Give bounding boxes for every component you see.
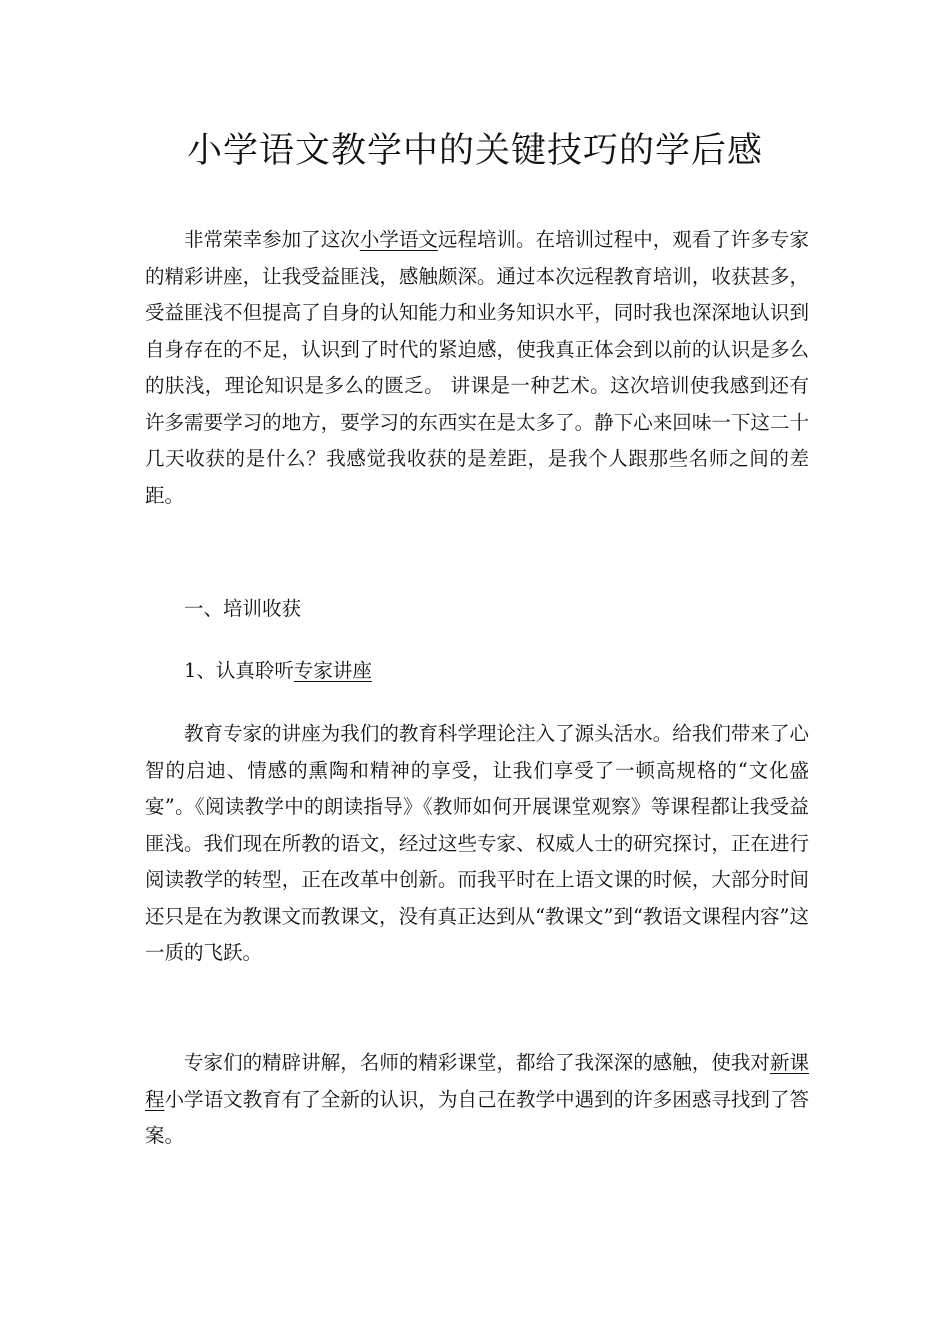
- subsection-heading-text: 1、认真聆听: [184, 659, 294, 682]
- paragraph-intro-text-rest: 远程培训。在培训过程中，观看了许多专家的精彩讲座，让我受益匪浅，感触颇深。通过本次远程教育培训，收获甚多，受益匪浅不但提高了自身的认知能力和业务知识水平，同时我也深深地认识到自身存在的不足，认识到了时代的紧迫感，使我真正体会到以前的认识是多么的肤浅，理论知识是多么的匮乏。 讲课是一种艺术。这次培训使我感到还有许多需要学习的地方，要学习的东西实在是太多了。静下心来回味一下这二十几天收获的是什么？我感觉我收获的是差距，是我个人跟那些名师之间的差距。: [145, 228, 809, 507]
- paragraph-new-curriculum-text-start: 专家们的精辟讲解，名师的精彩课堂，都给了我深深的感触，使我对: [184, 1051, 770, 1074]
- link-xiaoxue-yuwen[interactable]: 小学语文: [359, 228, 438, 251]
- link-expert-lectures[interactable]: 专家讲座: [293, 659, 372, 682]
- document-title: 小学语文教学中的关键技巧的学后感: [186, 131, 763, 171]
- paragraph-intro-text-start: 非常荣幸参加了这次: [184, 228, 360, 251]
- paragraph-new-curriculum: [145, 1045, 809, 1155]
- section-heading-training-gains: 一、培训收获: [184, 597, 302, 620]
- paragraph-new-curriculum-text-rest: 小学语文教育有了全新的认识，为自己在教学中遇到的许多困惑寻找到了答案。: [145, 1087, 809, 1147]
- subsection-heading-expert-lectures: [145, 653, 809, 690]
- link-new-curriculum[interactable]: 新课程: [145, 1051, 809, 1111]
- paragraph-intro: [145, 222, 809, 514]
- paragraph-expert-lectures: 教育专家的讲座为我们的教育科学理论注入了源头活水。给我们带来了心智的启迪、情感的熏陶和精神的享受，让我们享受了一顿高规格的“文化盛宴”。《阅读教学中的朗读指导》《教师如何开展课堂观察》等课程都让我受益匪浅。我们现在所教的语文，经过这些专家、权威人士的研究探讨，正在进行阅读教学的转型，正在改革中创新。而我平时在上语文课的时候，大部分时间还只是在为教课文而教课文，没有真正达到从“教课文”到“教语文课程内容”这一质的飞跃。: [145, 722, 809, 964]
